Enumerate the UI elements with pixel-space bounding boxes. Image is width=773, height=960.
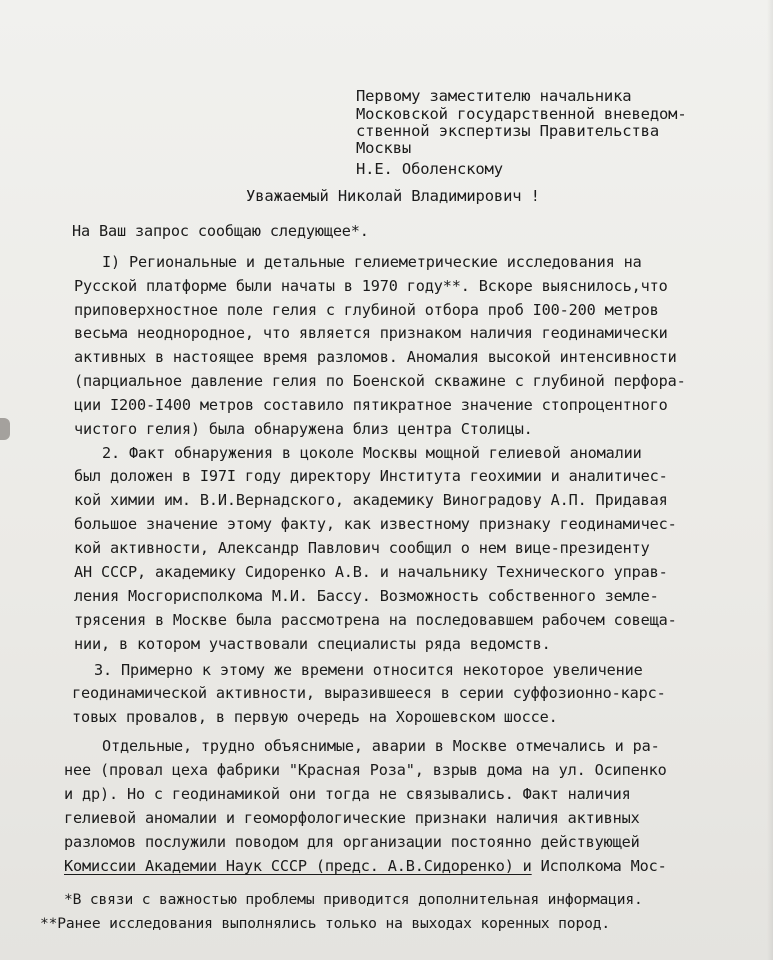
body-line: ции I200-I400 метров составило пятикратное значение стопроцентного xyxy=(74,396,668,414)
body-line: гелиевой аномалии и геоморфологические признаки наличия активных xyxy=(64,809,640,827)
body-line: геодинамической активности, выразившееся в серии суффозионно-карс- xyxy=(72,684,666,702)
body-line: приповерхностное поле гелия с глубиной отбора проб I00-200 метров xyxy=(74,301,659,319)
addressee-line: ственной экспертизы Правительства xyxy=(356,122,659,140)
body-line: разломов послужили поводом для организации постоянно действующей xyxy=(64,833,640,851)
body-line: Отдельные, трудно объяснимые, аварии в Москве отмечались и ра- xyxy=(102,737,660,755)
body-line: 2. Факт обнаружения в цоколе Москвы мощной гелиевой аномалии xyxy=(102,444,642,462)
addressee-line: Первому заместителю начальника xyxy=(356,87,632,105)
page-edge-shadow xyxy=(767,0,773,960)
body-line: нии, в котором участвовали специалисты ряда ведомств. xyxy=(74,635,551,653)
body-line: нее (провал цеха фабрики "Красная Роза", взрыв дома на ул. Осипенко xyxy=(64,761,667,779)
body-line: АН СССР, академику Сидоренко А.В. и начальнику Технического управ- xyxy=(74,563,668,581)
footnote-1: *В связи с важностью проблемы приводится дополнительная информация. xyxy=(64,891,643,908)
footnote-2: **Ранее исследования выполнялись только на выходах коренных пород. xyxy=(40,915,610,932)
body-line: Русской платформе были начаты в 1970 году**. Вскоре выяснилось,что xyxy=(74,277,668,295)
body-line: 3. Примерно к этому же времени относится некоторое увеличение xyxy=(94,661,643,679)
addressee-line: Москвы xyxy=(356,139,412,157)
salutation: Уважаемый Николай Владимирович ! xyxy=(246,187,540,205)
body-line: I) Региональные и детальные гелиеметрические исследования на xyxy=(102,253,642,271)
body-line-last xyxy=(64,857,667,875)
body-line: был доложен в I97I году директору Института геохимии и аналитичес- xyxy=(74,467,668,485)
addressee-line: Московской государственной вневедом- xyxy=(356,105,687,123)
intro-line: На Ваш запрос сообщаю следующее*. xyxy=(72,222,369,240)
body-line-tail: Исполкома Мос- xyxy=(531,857,667,875)
body-line: большое значение этому факту, как известному признаку геодинамичес- xyxy=(74,515,677,533)
body-line: активных в настоящее время разломов. Аномалия высокой интенсивности xyxy=(74,348,677,366)
body-line: кой химии им. В.И.Вернадского, академику Виноградову А.П. Придавая xyxy=(74,491,668,509)
body-line: кой активности, Александр Павлович сообщил о нем вице-президенту xyxy=(74,539,650,557)
body-line: ления Мосгорисполкома М.И. Бассу. Возможность собственного земле- xyxy=(74,587,659,605)
body-line: трясения в Москве была рассмотрена на последовавшем рабочем совеща- xyxy=(74,611,677,629)
body-line: чистого гелия) была обнаружена близ центра Столицы. xyxy=(74,420,533,438)
body-line: (парциальное давление гелия по Боенской скважине с глубиной перфора- xyxy=(74,372,686,390)
body-line: весьма неоднородное, что является признаком наличия геодинамически xyxy=(74,324,668,342)
body-line: и др). Но с геодинамикой они тогда не связывались. Факт наличия xyxy=(64,785,631,803)
hole-punch-mark xyxy=(0,418,10,440)
commission-name-underlined: Комиссии Академии Наук СССР (предс. А.В.Сидоренко) и xyxy=(64,857,532,875)
body-line: товых провалов, в первую очередь на Хорошевском шоссе. xyxy=(72,708,558,726)
addressee-name: Н.Е. Оболенскому xyxy=(356,160,503,178)
